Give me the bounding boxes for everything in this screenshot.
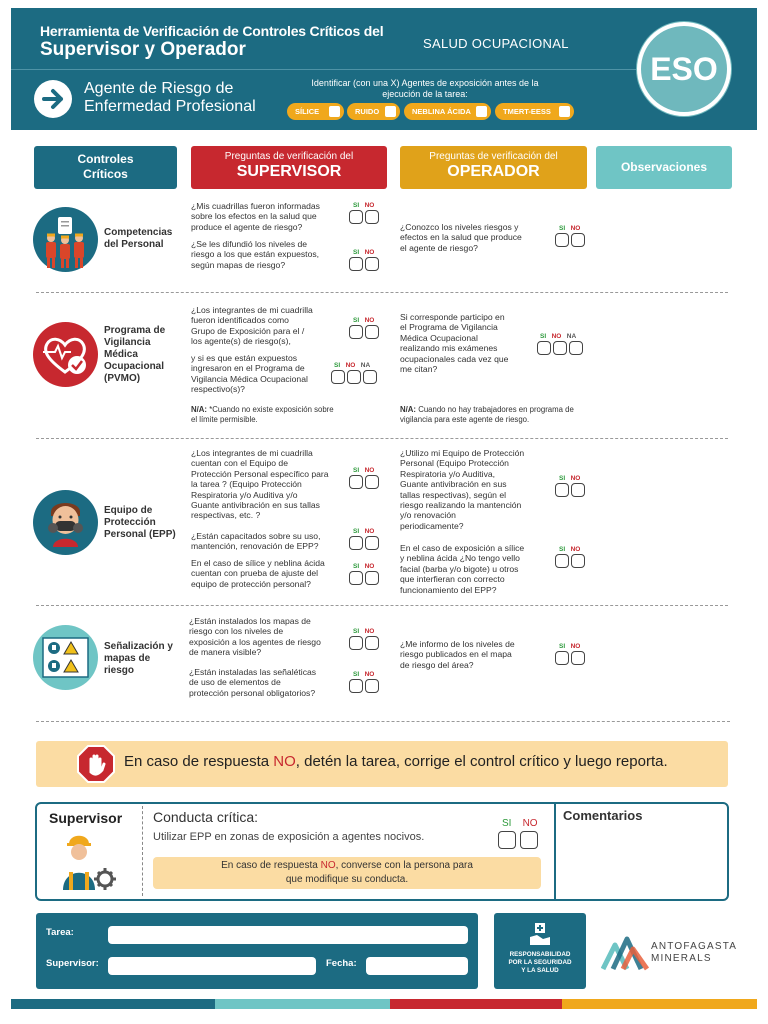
label-line: Médica xyxy=(104,349,138,360)
answer-sino xyxy=(349,671,379,693)
no-checkbox[interactable] xyxy=(365,536,379,550)
note-line: vigilancia para este agente de riesgo. xyxy=(400,415,530,424)
exposure-option-neblina[interactable] xyxy=(404,103,491,120)
q-line: Guante antivibración en sus xyxy=(400,479,507,490)
si-checkbox[interactable] xyxy=(555,483,569,497)
no-checkbox[interactable] xyxy=(520,831,538,849)
q-line: tallas respectivas), según el xyxy=(400,489,507,500)
q-line: periodicamente? xyxy=(400,520,464,531)
answer-sino xyxy=(349,628,379,650)
supervisor-header-big: SUPERVISOR xyxy=(236,163,342,180)
label-line: mapas de xyxy=(104,653,151,664)
si-checkbox[interactable] xyxy=(555,233,569,247)
q-line: ¿Están capacitados sobre su uso, xyxy=(191,531,321,541)
na-label: NA xyxy=(566,333,577,340)
note-line: Cuando no hay trabajadores en programa de xyxy=(418,405,574,414)
si-checkbox[interactable] xyxy=(349,257,363,271)
q-line: ¿Me informo de los niveles de xyxy=(400,639,515,649)
answer-sinona xyxy=(331,362,377,384)
q-line: que interfieran con correcto xyxy=(400,574,505,585)
label-line: Equipo de xyxy=(104,505,153,516)
exposure-checkbox[interactable] xyxy=(329,106,340,117)
supervisor-header-small: Preguntas de verificación del xyxy=(224,151,354,162)
q-line: de uso de elementos de xyxy=(189,677,281,688)
responsibility-line: Y LA SALUD xyxy=(521,967,559,974)
respirator-worker-icon xyxy=(33,490,98,555)
exposure-option-silice[interactable] xyxy=(287,103,344,120)
q-line: Grupo de Exposición para el / xyxy=(191,325,305,336)
si-label: SI xyxy=(559,475,566,482)
q-line: protección personal obligatorios? xyxy=(189,687,316,698)
no-checkbox[interactable] xyxy=(571,554,585,568)
critical-conduct-text: Utilizar EPP en zonas de exposición a agentes nocivos. xyxy=(153,831,425,843)
no-checkbox[interactable] xyxy=(365,475,379,489)
exposure-checkbox[interactable] xyxy=(476,106,487,117)
conduct-note xyxy=(153,857,541,889)
answer-sino xyxy=(349,202,379,224)
si-label: SI xyxy=(559,643,566,650)
si-label: SI xyxy=(353,467,360,474)
q-line: En el caso de sílice y neblina ácida xyxy=(191,558,325,568)
q-line: ¿Están instaladas las señaléticas xyxy=(189,667,317,677)
eso-badge xyxy=(637,22,731,116)
safety-signs-icon xyxy=(33,625,98,690)
exposure-option-ruido[interactable] xyxy=(347,103,400,120)
no-checkbox[interactable] xyxy=(365,257,379,271)
no-checkbox[interactable] xyxy=(365,325,379,339)
q-line: respectivo(s)? xyxy=(191,384,245,395)
note-before: En caso de respuesta xyxy=(221,860,321,871)
sup-q-pvmo-2 xyxy=(191,353,308,395)
exposure-option-tmert[interactable] xyxy=(495,103,574,120)
label-line: Programa de xyxy=(104,325,166,336)
controls-column-header xyxy=(34,146,177,189)
answer-sino xyxy=(555,475,585,497)
no-checkbox[interactable] xyxy=(347,370,361,384)
q-line: mantención, renovación de EPP? xyxy=(191,541,319,552)
supervisor-box-divider xyxy=(142,806,143,896)
q-line: ocupacionales cada vez que xyxy=(400,353,509,364)
no-label: NO xyxy=(345,362,356,369)
q-line: Respiratoria y/o Auditiva y/o xyxy=(191,489,298,500)
responsibility-text xyxy=(494,951,586,975)
si-checkbox[interactable] xyxy=(349,636,363,650)
section-divider xyxy=(36,438,728,439)
q-line: ¿Mis cuadrillas fueron informadas xyxy=(191,201,320,211)
answer-sino xyxy=(349,467,379,489)
heart-check-icon xyxy=(33,322,98,387)
q-line: riesgo realizando la mantención xyxy=(400,500,522,511)
si-label: SI xyxy=(353,628,360,635)
operator-column-header xyxy=(400,146,587,189)
answer-sino xyxy=(555,225,585,247)
op-q-senalizacion-1 xyxy=(400,639,515,670)
si-checkbox[interactable] xyxy=(349,210,363,224)
footer-stripe-red xyxy=(390,999,562,1009)
q-line: cuentan con prueba de ajuste del xyxy=(191,568,319,579)
task-label: Tarea: xyxy=(46,927,74,938)
sup-q-competencias-1 xyxy=(191,201,320,232)
responsibility-line: RESPONSABILIDAD xyxy=(509,951,571,958)
operator-header-big: OPERADOR xyxy=(447,163,540,180)
q-line: y si es que están expuestos xyxy=(191,353,298,363)
q-line: respectivas, etc. ? xyxy=(191,510,261,521)
no-checkbox[interactable] xyxy=(365,679,379,693)
q-line: En el caso de exposición a sílice xyxy=(400,543,525,553)
si-checkbox[interactable] xyxy=(555,554,569,568)
q-line: facial (barba y/o bigote) u otros xyxy=(400,563,519,574)
q-line: cuentan con el Equipo de xyxy=(191,458,288,469)
instruction-line1: Identificar (con una X) Agentes de exposición antes de la xyxy=(311,78,539,88)
q-line: y neblina ácida ¿No tengo vello xyxy=(400,553,520,564)
footer-stripe-light xyxy=(215,999,390,1009)
no-label: NO xyxy=(364,563,375,570)
q-line: de riesgo del área? xyxy=(400,659,474,670)
no-label: NO xyxy=(364,467,375,474)
no-label: NO xyxy=(364,671,375,678)
section-divider xyxy=(36,721,730,722)
q-line: ¿Conozco los niveles riesgos y xyxy=(400,222,519,232)
q-line: ¿Los integrantes de mi cuadrilla xyxy=(191,305,313,315)
q-line: riesgo a los que están expuestos, xyxy=(191,249,320,260)
warning-no: NO xyxy=(273,753,296,770)
eso-badge-text: ESO xyxy=(650,51,718,87)
q-line: riesgo publicados en el mapa xyxy=(400,649,512,660)
q-line: equipo de protección personal? xyxy=(191,578,311,589)
note-prefix: N/A: xyxy=(400,405,417,414)
q-line: Personal (Equipo Protección xyxy=(400,458,509,469)
exposure-checkbox[interactable] xyxy=(559,106,570,117)
q-line: exposición a los agentes de riesgo xyxy=(189,636,321,647)
si-label: SI xyxy=(559,546,566,553)
q-line: funcionamiento del EPP? xyxy=(400,584,497,595)
no-label: NO xyxy=(570,225,581,232)
q-line: produce el agente de riesgo? xyxy=(191,221,303,232)
op-q-epp-2 xyxy=(400,543,524,595)
section-label-pvmo xyxy=(104,325,165,385)
no-checkbox[interactable] xyxy=(365,636,379,650)
answer-sino xyxy=(349,528,379,550)
op-q-epp-1 xyxy=(400,448,524,531)
q-line: ¿Están instalados los mapas de xyxy=(189,616,311,626)
q-line: sobre los efectos en la salud que xyxy=(191,211,317,222)
section-label-epp xyxy=(104,505,176,541)
risk-agent-title xyxy=(84,80,256,116)
answer-sinona xyxy=(537,333,583,355)
note-line: *Cuando no existe exposición sobre xyxy=(209,405,334,414)
no-label: NO xyxy=(364,528,375,535)
footer-stripe-teal xyxy=(11,999,215,1009)
header-divider xyxy=(11,69,636,70)
q-line: ¿Se les difundió los niveles de xyxy=(191,239,308,249)
exposure-option-label: NEBLINA ÁCIDA xyxy=(412,107,471,116)
na-label: NA xyxy=(360,362,371,369)
no-label: NO xyxy=(570,546,581,553)
no-label: NO xyxy=(570,475,581,482)
q-line: Vigilancia Médica Ocupacional xyxy=(191,373,308,384)
no-checkbox[interactable] xyxy=(365,210,379,224)
operator-header-small: Preguntas de verificación del xyxy=(429,151,558,162)
warning-after: , detén la tarea, corrige el control crítico y luego reporta. xyxy=(295,753,668,770)
label-line: (PVMO) xyxy=(104,373,141,384)
q-line: y/o renovación xyxy=(400,510,456,521)
no-checkbox[interactable] xyxy=(553,341,567,355)
no-label: NO xyxy=(364,202,375,209)
q-line: realizando mis exámenes xyxy=(400,343,498,354)
si-checkbox[interactable] xyxy=(555,651,569,665)
q-line: ingresaron en el Programa de xyxy=(191,363,305,374)
risk-agent-line2: Enfermedad Profesional xyxy=(84,98,256,115)
answer-sino xyxy=(349,249,379,271)
supervisor-title: Supervisor xyxy=(49,810,123,826)
supervisor-icon xyxy=(55,830,119,893)
label-line: Vigilancia xyxy=(104,337,151,348)
note-line2: que modifique su conducta. xyxy=(285,874,409,885)
sup-q-epp-1 xyxy=(191,448,329,521)
sup-q-pvmo-1 xyxy=(191,305,313,347)
section-label-competencias xyxy=(104,227,172,251)
label-line: Personal (EPP) xyxy=(104,529,176,540)
date-input[interactable] xyxy=(366,957,468,975)
q-line: los agente(s) de riesgo(s), xyxy=(191,336,291,347)
warning-before: En caso de respuesta xyxy=(124,753,274,770)
si-checkbox[interactable] xyxy=(349,475,363,489)
q-line: ¿Los integrantes de mi cuadrilla xyxy=(191,448,313,458)
si-checkbox[interactable] xyxy=(349,571,363,585)
si-label: SI xyxy=(353,563,360,570)
no-label: NO xyxy=(364,628,375,635)
no-checkbox[interactable] xyxy=(365,571,379,585)
arrow-right-icon xyxy=(34,80,72,118)
answer-sino xyxy=(498,818,538,849)
workers-icon xyxy=(33,207,98,272)
q-line: riesgo con los niveles de xyxy=(189,626,284,637)
header-title-line2: Supervisor y Operador xyxy=(40,39,246,60)
sup-q-senalizacion-2 xyxy=(189,667,316,698)
company-name xyxy=(651,941,737,965)
footer-stripe-yellow xyxy=(562,999,757,1009)
section-label-senalizacion xyxy=(104,641,173,677)
section-divider xyxy=(36,292,728,293)
note-prefix: N/A: xyxy=(191,405,208,414)
si-label: SI xyxy=(559,225,566,232)
critical-conduct-title: Conducta crítica: xyxy=(153,809,259,825)
si-label: SI xyxy=(540,333,547,340)
answer-sino xyxy=(555,643,585,665)
company-line: ANTOFAGASTA xyxy=(651,941,738,952)
no-checkbox[interactable] xyxy=(571,651,585,665)
si-label: SI xyxy=(502,818,512,829)
supervisor-label: Supervisor: xyxy=(46,958,99,969)
q-line: Guante antivibración en sus tallas xyxy=(191,500,320,511)
no-label: NO xyxy=(570,643,581,650)
label-line: Competencias xyxy=(104,227,173,238)
na-checkbox[interactable] xyxy=(363,370,377,384)
si-label: SI xyxy=(353,249,360,256)
no-label: NO xyxy=(364,249,375,256)
hands-icon xyxy=(529,921,551,947)
warning-text xyxy=(124,753,668,770)
controls-header-line1: Controles xyxy=(77,152,134,166)
q-line: la tarea ? (Equipo Protección xyxy=(191,479,302,490)
answer-sino xyxy=(349,563,379,585)
no-label: NO xyxy=(522,818,538,829)
instruction-line2: ejecución de la tarea: xyxy=(382,89,468,99)
comments-title: Comentarios xyxy=(563,808,643,823)
q-line: Si corresponde participo en xyxy=(400,312,505,322)
sup-q-senalizacion-1 xyxy=(189,616,321,658)
label-line: Ocupacional xyxy=(104,361,165,372)
label-line: Protección xyxy=(104,517,156,528)
antofagasta-logo-icon xyxy=(601,933,649,973)
sup-note-pvmo xyxy=(191,405,334,425)
si-label: SI xyxy=(353,528,360,535)
note-no: NO xyxy=(320,860,336,871)
observations-column-header: Observaciones xyxy=(596,146,732,189)
sup-q-competencias-2 xyxy=(191,239,319,270)
section-divider xyxy=(36,605,728,606)
si-checkbox[interactable] xyxy=(331,370,345,384)
controls-header-line2: Críticos xyxy=(83,167,128,181)
si-checkbox[interactable] xyxy=(498,831,516,849)
answer-sino xyxy=(349,317,379,339)
q-line: de manera visible? xyxy=(189,647,262,658)
area-label: SALUD OCUPACIONAL xyxy=(423,36,569,51)
q-line: Médica Ocupacional xyxy=(400,332,478,343)
q-line: según mapas de riesgo? xyxy=(191,259,286,270)
label-line: riesgo xyxy=(104,665,135,676)
header-title-line1: Herramienta de Verificación de Controles Críticos del xyxy=(40,23,384,39)
op-note-pvmo xyxy=(400,405,574,425)
footer-form xyxy=(36,913,478,989)
si-checkbox[interactable] xyxy=(537,341,551,355)
si-checkbox[interactable] xyxy=(349,536,363,550)
si-label: SI xyxy=(353,671,360,678)
sup-q-epp-2 xyxy=(191,531,320,552)
no-checkbox[interactable] xyxy=(571,483,585,497)
q-line: efectos en la salud que produce xyxy=(400,232,522,243)
note-line: el límite permisible. xyxy=(191,415,258,424)
no-label: NO xyxy=(364,317,375,324)
exposure-option-label: TMERT-EESS xyxy=(503,107,551,116)
si-label: SI xyxy=(334,362,341,369)
q-line: fueron identificados como xyxy=(191,315,289,326)
task-input[interactable] xyxy=(108,926,468,944)
q-line: ¿Utilizo mi Equipo de Protección xyxy=(400,448,525,458)
exposure-instruction xyxy=(300,78,550,100)
note-after: , converse con la persona para xyxy=(335,860,473,871)
si-checkbox[interactable] xyxy=(349,325,363,339)
risk-agent-line1: Agente de Riesgo de xyxy=(84,80,234,97)
sup-q-epp-3 xyxy=(191,558,325,589)
no-checkbox[interactable] xyxy=(571,233,585,247)
exposure-option-label: RUIDO xyxy=(355,107,380,116)
label-line: del Personal xyxy=(104,239,164,250)
comments-divider xyxy=(554,802,556,901)
company-line: MINERALS xyxy=(651,953,712,964)
op-q-pvmo-1 xyxy=(400,312,508,374)
responsibility-line: POR LA SEGURIDAD xyxy=(508,959,572,966)
op-q-competencias-1 xyxy=(400,222,522,253)
q-line: el agente de riesgo? xyxy=(400,242,478,253)
answer-sino xyxy=(555,546,585,568)
exposure-option-label: SÍLICE xyxy=(295,107,320,116)
si-checkbox[interactable] xyxy=(349,679,363,693)
si-label: SI xyxy=(353,317,360,324)
supervisor-input[interactable] xyxy=(108,957,316,975)
na-checkbox[interactable] xyxy=(569,341,583,355)
date-label: Fecha: xyxy=(326,958,357,969)
q-line: me citan? xyxy=(400,364,438,375)
si-label: SI xyxy=(353,202,360,209)
label-line: Señalización y xyxy=(104,641,173,652)
q-line: el Programa de Vigilancia xyxy=(400,322,498,333)
no-label: NO xyxy=(551,333,562,340)
stop-hand-icon xyxy=(76,744,116,784)
exposure-checkbox[interactable] xyxy=(385,106,396,117)
q-line: Respiratoria y/o Auditiva, xyxy=(400,468,496,479)
supervisor-column-header xyxy=(191,146,387,189)
q-line: Protección Personal específico para xyxy=(191,468,329,479)
